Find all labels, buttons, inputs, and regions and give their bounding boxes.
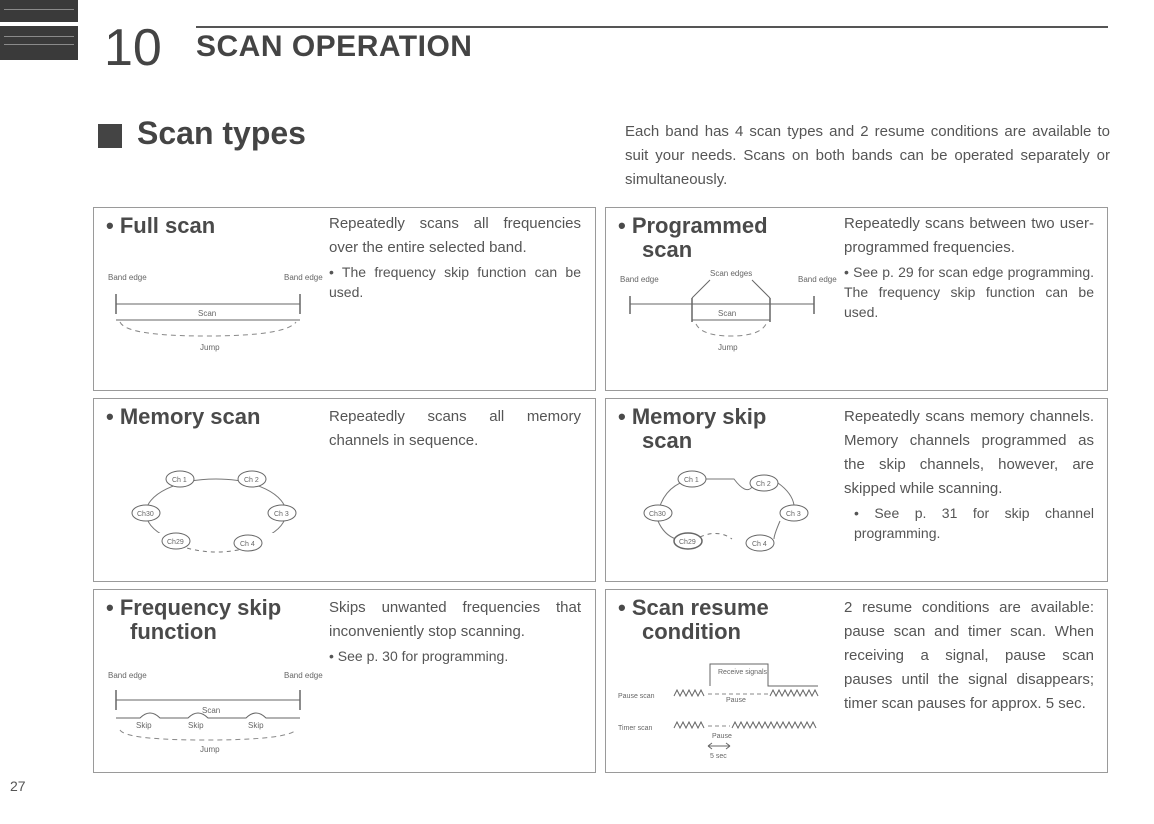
- full-scan-description: [329, 212, 581, 302]
- chapter-tab-marks: [0, 0, 80, 70]
- ch2-label: Ch 2: [244, 477, 259, 484]
- frequency-skip-description: [329, 596, 581, 666]
- programmed-scan-note: • See p. 29 for scan edge programming. The frequency skip function can be used.: [844, 264, 1094, 320]
- scan-resume-diagram: [618, 658, 833, 766]
- scan-edges-label: Scan edges: [710, 269, 753, 278]
- memory-scan-title: • Memory scan: [106, 404, 261, 429]
- chapter-number: 10: [104, 19, 162, 77]
- programmed-scan-diagram: [618, 268, 837, 358]
- full-scan-box: [93, 207, 596, 391]
- programmed-scan-title: [618, 214, 768, 262]
- jump-label: Jump: [718, 343, 738, 352]
- memory-skip-scan-description: [844, 405, 1094, 543]
- ch2-label: Ch 2: [756, 481, 771, 488]
- ch4-label: Ch 4: [240, 541, 255, 548]
- scan-label: Scan: [718, 309, 737, 318]
- memory-scan-diagram: [122, 465, 312, 561]
- band-edge-right-label: Band edge: [798, 275, 837, 284]
- memory-skip-scan-note: • See p. 31 for skip channel programming.: [854, 505, 1094, 541]
- ch30-label: Ch30: [649, 511, 666, 518]
- ch29-label: Ch29: [167, 539, 184, 546]
- scan-resume-title: [618, 596, 769, 644]
- skip-label-1: Skip: [136, 721, 152, 730]
- frequency-skip-title-line2: function: [130, 619, 217, 644]
- receive-signals-label: Receive signals: [718, 669, 768, 676]
- pause-label-2: Pause: [712, 733, 732, 740]
- programmed-scan-desc-text: Repeatedly scans between two user-programmed frequencies.: [844, 215, 1094, 256]
- scan-resume-box: [605, 589, 1108, 773]
- scan-label: Scan: [198, 309, 217, 318]
- five-sec-label: 5 sec: [710, 753, 727, 760]
- pause-label-1: Pause: [726, 697, 746, 704]
- ch29-label: Ch29: [679, 539, 696, 546]
- programmed-scan-title-line2: scan: [642, 237, 693, 262]
- pause-scan-label: Pause scan: [618, 693, 655, 700]
- section-intro: Each band has 4 scan types and 2 resume conditions are available to suit your needs. Scans on both bands can be operated separately or simultaneously.: [625, 123, 1110, 188]
- header-rule: [196, 26, 1108, 28]
- band-edge-left-label: Band edge: [108, 671, 147, 680]
- memory-scan-description: [329, 405, 581, 453]
- band-edge-right-label: Band edge: [284, 671, 323, 680]
- full-scan-desc-text: Repeatedly scans all frequencies over the entire selected band.: [329, 215, 581, 256]
- programmed-scan-title-line1: • Programmed: [618, 213, 768, 238]
- page-number: 27: [10, 778, 26, 794]
- scan-resume-title-line2: condition: [642, 619, 741, 644]
- band-edge-left-label: Band edge: [620, 275, 659, 284]
- scan-resume-desc-text: 2 resume conditions are available: pause scan and timer scan. When receiving a signal, pause scan pauses until the signal disappears; timer scan pauses for approx. 5 sec.: [844, 599, 1094, 712]
- band-edge-left-label: Band edge: [108, 273, 147, 282]
- memory-scan-box: [93, 398, 596, 582]
- timer-scan-label: Timer scan: [618, 725, 653, 732]
- memory-skip-scan-box: [605, 398, 1108, 582]
- jump-label: Jump: [200, 745, 220, 754]
- memory-skip-scan-title-line1: • Memory skip: [618, 404, 767, 429]
- full-scan-diagram: [106, 270, 323, 360]
- memory-skip-scan-desc-text: Repeatedly scans memory channels. Memory channels programmed as the skip channels, however, are skipped while scanning.: [844, 408, 1094, 497]
- ch4-label: Ch 4: [752, 541, 767, 548]
- memory-skip-scan-title: [618, 405, 766, 453]
- ch30-label: Ch30: [137, 511, 154, 518]
- skip-label-3: Skip: [248, 721, 264, 730]
- section-bullet-icon: [98, 124, 122, 148]
- full-scan-note: • The frequency skip function can be used.: [329, 264, 581, 300]
- programmed-scan-description: [844, 212, 1094, 322]
- ch1-label: Ch 1: [684, 477, 699, 484]
- frequency-skip-title-line1: • Frequency skip: [106, 595, 282, 620]
- frequency-skip-box: [93, 589, 596, 773]
- memory-skip-scan-diagram: [634, 465, 824, 561]
- ch3-label: Ch 3: [786, 511, 801, 518]
- full-scan-title: • Full scan: [106, 213, 216, 238]
- jump-label: Jump: [200, 343, 220, 352]
- section-title: Scan types: [137, 115, 306, 151]
- frequency-skip-diagram: [106, 668, 323, 758]
- skip-label-2: Skip: [188, 721, 204, 730]
- scan-resume-description: [844, 596, 1094, 716]
- ch1-label: Ch 1: [172, 477, 187, 484]
- memory-skip-scan-title-line2: scan: [642, 428, 693, 453]
- frequency-skip-title: [106, 596, 281, 644]
- chapter-title: SCAN OPERATION: [196, 30, 473, 63]
- scan-label: Scan: [202, 706, 221, 715]
- frequency-skip-note: • See p. 30 for programming.: [329, 648, 509, 664]
- programmed-scan-box: [605, 207, 1108, 391]
- ch3-label: Ch 3: [274, 511, 289, 518]
- band-edge-right-label: Band edge: [284, 273, 323, 282]
- memory-scan-desc-text: Repeatedly scans all memory channels in sequence.: [329, 408, 581, 449]
- scan-resume-title-line1: • Scan resume: [618, 595, 769, 620]
- frequency-skip-desc-text: Skips unwanted frequencies that inconveniently stop scanning.: [329, 599, 581, 640]
